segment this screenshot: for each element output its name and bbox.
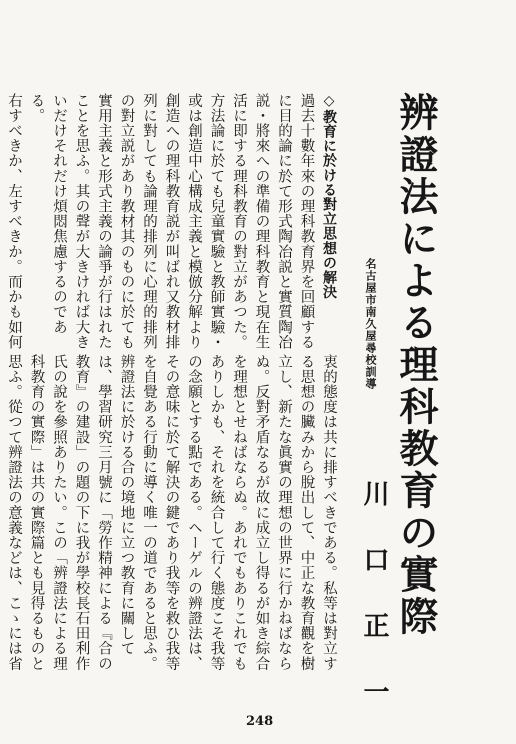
paragraph: 辨證法に於ける合の境地に立つ教育に關しては、學習研究三月號に「勞作精神による『合の教育』の建設」の題の下に我が學校長石田利作氏の說を參照ありたい。この「辨證法による理科教育の實際」は共の實際篇とも見得るものと思ふ。從つて辨證法の意義などは、こゝには省 [6,354,135,672]
author-name: 川口正一 [359,480,389,744]
article-title: 辨證法による理科教育の實際 [393,92,439,638]
paragraph: 過去十數年來の理科教育界を回顧するに目的論に於て形式陶冶説と實質陶冶説・將來への準備の理科教育と現在生活に即する理科教育の對立があつた。方法論に於ても兒童實驗と教師實驗・或は創造中心構成主義と模倣分解より創造への理科教育説が叫ばれ又教材排列に對しても論理的排列に心理的排列の對立説があり教材其のものに於ても實用主義と形式主義の論爭が行はれたことを思ふ。其の聲が大きければ大きいだけそれだけ煩悶焦慮するのである。 [28,93,315,350]
section-heading: ◇教育に於ける對立思想の解決 [321,93,337,300]
page-number: 248 [246,714,274,729]
author-affiliation: 名古屋市南久屋尋校訓導 [364,258,377,390]
upper-text-block [6,93,340,350]
paragraph: 衷的態度は共に排すべきである。私等は對立する思想の臟みから脫出して、中正な教育觀を樹立し、新たな眞實の理想の世界に行かねばならぬ。反對矛盾なるが故に成立し得るが如き綜合を理想とせねばならぬ。あれでもありこれでもありしかも、それを統合して行く態度こそ我等の念願とする點である。ヘーゲルの辨證法は、その意味に於て解決の鍵であり我等を救ひ我等を自覺ある行動に導く唯一の道であると思ふ。 [141,354,337,672]
lower-text-block [6,354,340,674]
paragraph: 右すべきか、左すべきか。而かも如何 [6,93,22,350]
